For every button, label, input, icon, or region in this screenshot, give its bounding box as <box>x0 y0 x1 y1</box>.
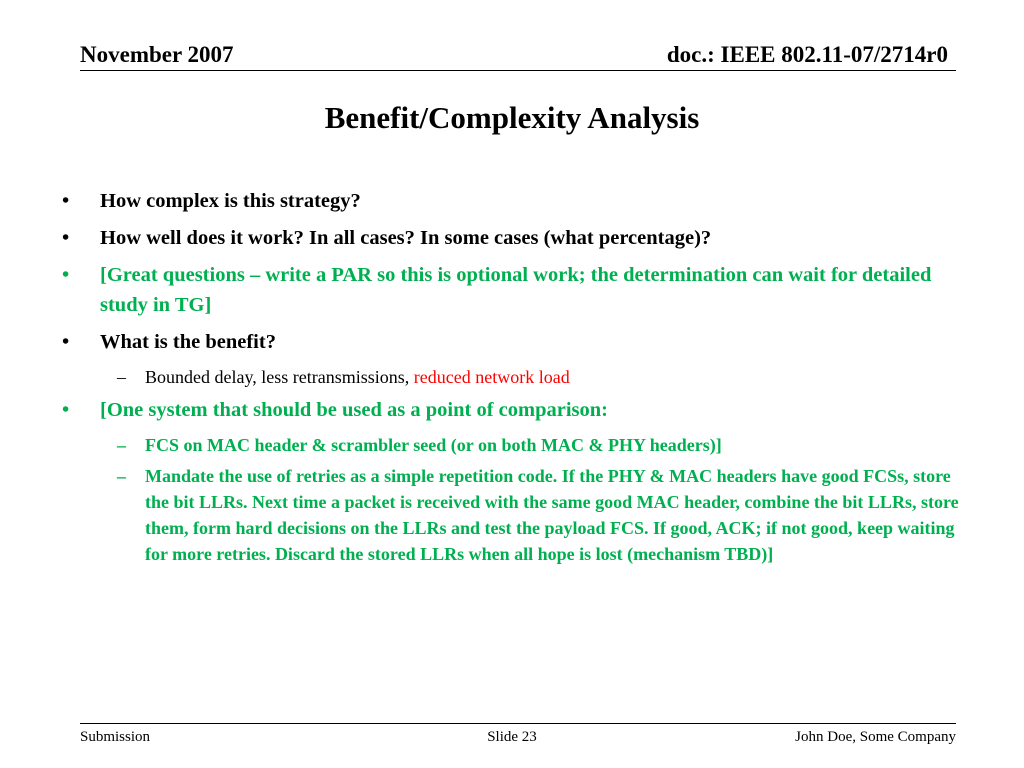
footer-author: John Doe, Some Company <box>795 729 956 745</box>
bullet-marker: • <box>62 227 70 249</box>
slide-title: Benefit/Complexity Analysis <box>324 100 700 135</box>
header-doc-id: doc.: IEEE 802.11-07/2714r0 <box>666 42 948 67</box>
sub-bullet-highlight: reduced network load <box>413 367 570 387</box>
sub-bullet-text: Bounded delay, less retransmissions, <box>145 367 414 387</box>
bullet-text: How well does it work? In all cases? In some cases (what percentage)? <box>100 227 712 249</box>
dash-marker: – <box>117 466 126 486</box>
bullet-marker: • <box>62 331 70 353</box>
bullet-text: What is the benefit? <box>100 331 276 353</box>
bullet-marker: • <box>62 264 70 286</box>
dash-marker: – <box>117 435 126 455</box>
dash-marker: – <box>117 367 126 387</box>
bullet-marker: • <box>62 399 70 421</box>
bullet-comparison-system <box>58 395 968 425</box>
sub-bullet-retries <box>58 463 968 567</box>
footer-submission: Submission <box>80 729 151 745</box>
bullet-text: How complex is this strategy? <box>100 190 361 212</box>
sub-bullet-fcs <box>58 432 968 458</box>
header-date: November 2007 <box>80 42 234 67</box>
bullet-text: [One system that should be used as a point of comparison: <box>100 399 608 421</box>
bullet-complexity <box>58 186 968 216</box>
sub-bullet-benefit <box>58 364 968 390</box>
bullet-par-note <box>58 260 968 320</box>
bullet-how-well <box>58 223 968 253</box>
footer-slide-number: Slide 23 <box>487 729 537 745</box>
header-divider <box>80 70 956 71</box>
bullet-marker: • <box>62 190 70 212</box>
bullet-text: [Great questions – write a PAR so this is optional work; the determination can wait for detailed study in TG] <box>100 264 932 316</box>
slide-body <box>58 186 968 572</box>
bullet-benefit <box>58 327 968 357</box>
sub-bullet-text: FCS on MAC header & scrambler seed (or on both MAC & PHY headers)] <box>145 435 722 455</box>
footer-divider <box>80 723 956 724</box>
sub-bullet-text: Mandate the use of retries as a simple repetition code. If the PHY & MAC headers have good FCSs, store the bit LLRs. Next time a packet is received with the same good MAC header, combine the bit LLRs, store them, form hard decisions on the LLRs and test the payload FCS. If good, ACK; if not good, keep waiting for more retries. Discard the stored LLRs when all hope is lost (mechanism TBD)] <box>145 466 959 564</box>
